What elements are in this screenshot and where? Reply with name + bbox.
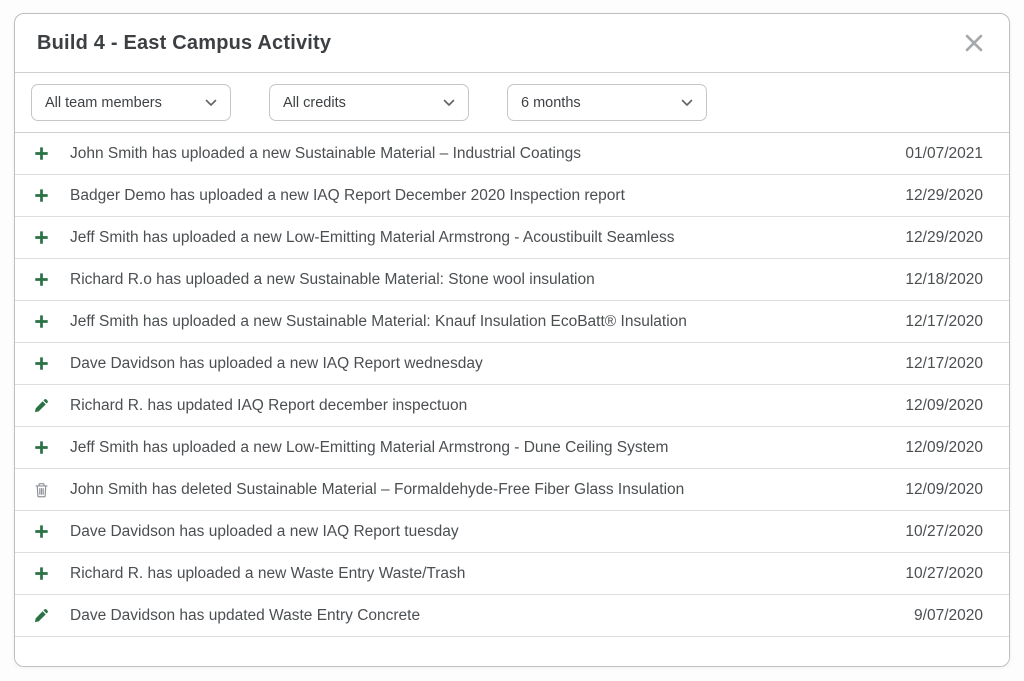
activity-text: Richard R. has updated IAQ Report december inspectuon — [70, 396, 468, 414]
plus-icon — [33, 314, 50, 329]
filter-bar — [15, 73, 1009, 133]
activity-row — [15, 301, 1009, 343]
modal-header — [15, 14, 1009, 73]
close-button[interactable] — [961, 30, 987, 56]
pencil-icon — [33, 608, 50, 623]
activity-text: Badger Demo has uploaded a new IAQ Report December 2020 Inspection report — [70, 186, 625, 204]
team-members-filter-value: All team members — [45, 94, 162, 111]
activity-text: Richard R.o has uploaded a new Sustainable Material: Stone wool insulation — [70, 270, 595, 288]
credits-filter[interactable] — [269, 84, 469, 121]
activity-text: Dave Davidson has updated Waste Entry Concrete — [70, 606, 421, 624]
activity-date: 10/27/2020 — [905, 564, 983, 582]
plus-icon — [33, 272, 50, 287]
period-filter[interactable] — [507, 84, 707, 121]
activity-date: 10/27/2020 — [905, 522, 983, 540]
activity-date: 12/09/2020 — [905, 438, 983, 456]
activity-text: Richard R. has uploaded a new Waste Entry Waste/Trash — [70, 564, 466, 582]
activity-date: 12/09/2020 — [905, 480, 983, 498]
activity-modal — [14, 13, 1010, 667]
activity-text: Dave Davidson has uploaded a new IAQ Report tuesday — [70, 522, 459, 540]
activity-date: 9/07/2020 — [914, 606, 983, 624]
activity-date: 12/18/2020 — [905, 270, 983, 288]
activity-date: 12/17/2020 — [905, 312, 983, 330]
activity-row — [15, 175, 1009, 217]
activity-row — [15, 217, 1009, 259]
credits-filter-value: All credits — [283, 94, 346, 111]
plus-icon — [33, 230, 50, 245]
modal-title: Build 4 - East Campus Activity — [37, 31, 332, 54]
plus-icon — [33, 356, 50, 371]
plus-icon — [33, 524, 50, 539]
team-members-filter[interactable] — [31, 84, 231, 121]
pencil-icon — [33, 398, 50, 413]
plus-icon — [33, 440, 50, 455]
activity-text: Jeff Smith has uploaded a new Low-Emitting Material Armstrong - Dune Ceiling System — [70, 438, 669, 456]
activity-row — [15, 427, 1009, 469]
activity-date: 12/29/2020 — [905, 186, 983, 204]
activity-text: Jeff Smith has uploaded a new Sustainable Material: Knauf Insulation EcoBatt® Insulation — [70, 312, 687, 330]
plus-icon — [33, 146, 50, 161]
activity-date: 01/07/2021 — [905, 144, 983, 162]
activity-list — [15, 133, 1009, 666]
activity-row — [15, 343, 1009, 385]
activity-text: Dave Davidson has uploaded a new IAQ Report wednesday — [70, 354, 483, 372]
activity-row — [15, 595, 1009, 637]
activity-date: 12/29/2020 — [905, 228, 983, 246]
activity-row — [15, 133, 1009, 175]
plus-icon — [33, 566, 50, 581]
activity-row — [15, 259, 1009, 301]
activity-date: 12/09/2020 — [905, 396, 983, 414]
list-footer — [15, 637, 1009, 666]
activity-date: 12/17/2020 — [905, 354, 983, 372]
trash-icon — [33, 482, 50, 498]
chevron-down-icon — [443, 99, 455, 107]
activity-text: John Smith has uploaded a new Sustainable Material – Industrial Coatings — [70, 144, 581, 162]
activity-text: John Smith has deleted Sustainable Material – Formaldehyde-Free Fiber Glass Insulation — [70, 480, 685, 498]
activity-row — [15, 385, 1009, 427]
plus-icon — [33, 188, 50, 203]
close-icon — [965, 34, 983, 52]
activity-text: Jeff Smith has uploaded a new Low-Emitting Material Armstrong - Acoustibuilt Seamless — [70, 228, 675, 246]
activity-row — [15, 553, 1009, 595]
activity-row — [15, 511, 1009, 553]
chevron-down-icon — [205, 99, 217, 107]
period-filter-value: 6 months — [521, 94, 581, 111]
chevron-down-icon — [681, 99, 693, 107]
activity-row — [15, 469, 1009, 511]
